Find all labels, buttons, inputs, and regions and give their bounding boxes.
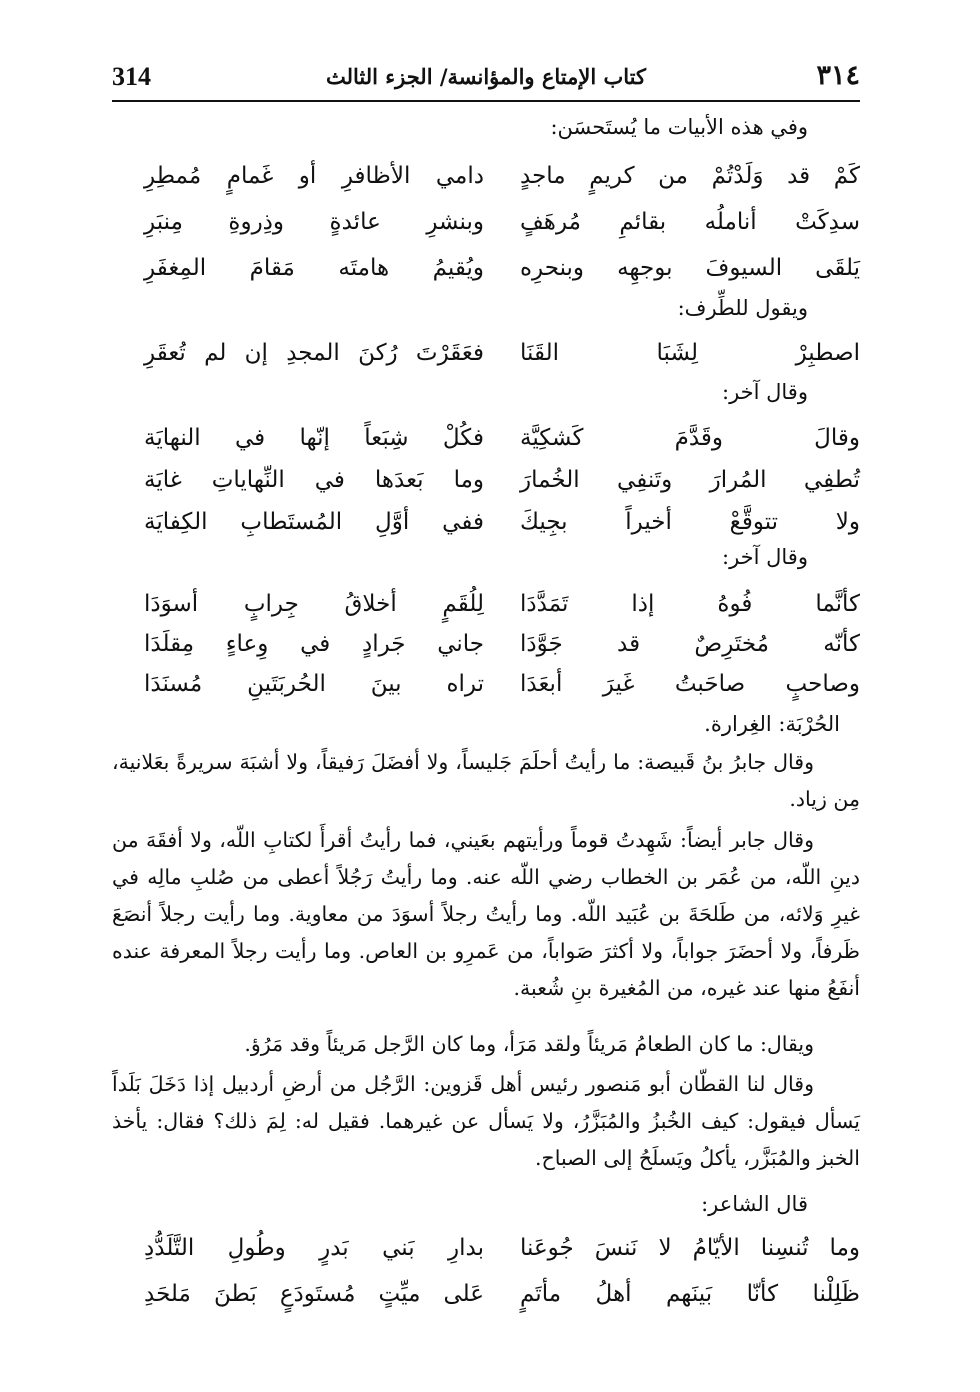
- intro-line: وقال آخر:: [722, 545, 808, 569]
- verse-line: [112, 1272, 860, 1316]
- page-number-arabic: ٣١٤: [816, 60, 860, 91]
- gloss-note: الحُرْبَة: الغِرارة.: [704, 712, 840, 736]
- verse-line: [112, 246, 860, 290]
- paragraph: [112, 744, 860, 818]
- intro-line: وفي هذه الأبيات ما يُستَحسَن:: [550, 115, 808, 139]
- second-hemistich: ففي أوَّلِ المُستَطابِ الكِفايَة: [144, 509, 484, 535]
- verse-line: [112, 416, 860, 460]
- second-hemistich: وما بَعدَها في النِّهاياتِ غايَة: [144, 467, 484, 493]
- first-hemistich: اصطبِرْ لِشَبَا القَنَا: [520, 340, 860, 366]
- second-hemistich: لِلُقَمٍ أخلاقُ جِرابٍ أسوَدَا: [144, 591, 484, 617]
- intro-line: ويقول للطِّرف:: [677, 296, 808, 320]
- verse-line: [112, 331, 860, 375]
- second-hemistich: ويُقيمُ هامتَه مَقامَ المِغفَرِ: [144, 255, 484, 281]
- first-hemistich: وقالَ وقَدَّمَ كَشكِيَّة: [520, 425, 860, 451]
- verse-line: [112, 154, 860, 198]
- first-hemistich: كأنَّما فُوهُ إذا تَمَدَّدَا: [520, 591, 860, 617]
- second-hemistich: فعَقَرْتَ رُكنَ المجدِ إن لم تُعقَرِ: [144, 340, 484, 366]
- first-hemistich: يَلقَى السيوفَ بوجهِه وبنحرِه: [520, 255, 860, 281]
- paragraph-text: ويقال: ما كان الطعامُ مَريئاً ولقد مَرَأ، وما كان الرَّجل مَريئاً وقد مَرُؤ.: [244, 1032, 814, 1056]
- first-hemistich: ظَلِلْنا كأنّا بَينَهم أهلُ مأتَمٍ: [520, 1281, 860, 1307]
- paragraph: [112, 1026, 860, 1063]
- first-hemistich: كأنّه مُختَرِصٌ قد جَوَّدَا: [520, 631, 860, 657]
- second-hemistich: بدارِ بَني بَدرٍ وطُولِ التَّلَدُّدِ: [144, 1235, 484, 1261]
- page-number-latin: 314: [112, 62, 151, 91]
- first-hemistich: تُطفِي المُرارَ وتَنفِي الخُمارَ: [520, 467, 860, 493]
- verse-line: [112, 622, 860, 666]
- first-hemistich: سدِكَتْ أناملُه بقائمِ مُرهَفٍ: [520, 209, 860, 235]
- intro-line: وقال آخر:: [722, 380, 808, 404]
- verse-line: [112, 662, 860, 706]
- intro-line: قال الشاعر:: [701, 1192, 808, 1216]
- verse-line: [112, 458, 860, 502]
- second-hemistich: عَلى ميِّتٍ مُستَودَعٍ بَطنَ مَلحَدِ: [144, 1281, 484, 1307]
- verse-line: [112, 200, 860, 244]
- second-hemistich: دامي الأظافرِ أو غَمامٍ مُمطِرِ: [144, 163, 484, 189]
- first-hemistich: كَمْ قد وَلَدْتُمْ من كريمٍ ماجدٍ: [520, 163, 860, 189]
- page-body: [112, 0, 860, 1392]
- paragraph-text: وقال جابرُ بنُ قَبيصة: ما رأيتُ أحلَمَ جَليساً، ولا أفضَلَ رَفيقاً، ولا أشبَهَ سريرةً بعَلانية، مِن زياد.: [112, 750, 860, 811]
- verse-line: [112, 582, 860, 626]
- paragraph: [112, 822, 860, 1007]
- paragraph: [112, 1066, 860, 1177]
- second-hemistich: تراه بينَ الحُربَتَينِ مُسنَدَا: [144, 671, 484, 697]
- first-hemistich: وصاحبٍ صاحَبتُ غَيرَ أبعَدَا: [520, 671, 860, 697]
- second-hemistich: جاني جَرادٍ في وِعاءٍ مِقلَدَا: [144, 631, 484, 657]
- first-hemistich: ولا تتوقَّعْ أخيراً بجِيكَ: [520, 509, 860, 535]
- first-hemistich: وما تُنسِنا الأيّامُ لا نَنسَ جُوعَنا: [520, 1235, 860, 1261]
- running-title: كتاب الإمتاع والمؤانسة/ الجزء الثالث: [325, 64, 646, 89]
- paragraph-text: وقال جابر أيضاً: شَهِدتُ قوماً ورأيتهم بعَيني، فما رأيتُ أقرأَ لكتابِ اللّه، ولا أفقَهَ من دينِ اللّه، من عُمَر بن الخطاب رضي اللّه عنه. وما رأيتُ رَجُلاً أعطى من صُلبِ مالِه في غيرِ وَلائه، من طَلحَةَ بن عُبَيد اللّه. وما رأيتُ رجلاً أسوَدَ من معاوية. وما رأيت رجلاً أنصَعَ ظَرفاً، ولا أحضَرَ جواباً، ولا أكثرَ صَواباً، من عَمرِو بن العاص. وما رأيت رجلاً المعرفة عنده أنفَعُ منها عند غيره، من المُغيرة بنِ شُعبة.: [112, 828, 860, 1000]
- verse-line: [112, 1226, 860, 1270]
- verse-line: [112, 500, 860, 544]
- second-hemistich: فكُلْ شِبَعاً إنّها في النهايَة: [144, 425, 484, 451]
- second-hemistich: وبنشرِ عائدةٍ وذِروةِ مِنبَرِ: [144, 209, 484, 235]
- paragraph-text: وقال لنا القطّان أبو مَنصور رئيس أهل قَزوين: الرَّجُل من أرضِ أردبيل إذا دَخَلَ بَلَداً يَسأل فيقول: كيف الخُبزُ والمُبَزَّرُ، ولا يَسأل عن غيرهما. فقيل له: لِمَ ذلك؟ فقال: يأخذ الخبز والمُبَزَّر، يأكلُ ويَسلَحُ إلى الصباح.: [112, 1072, 860, 1170]
